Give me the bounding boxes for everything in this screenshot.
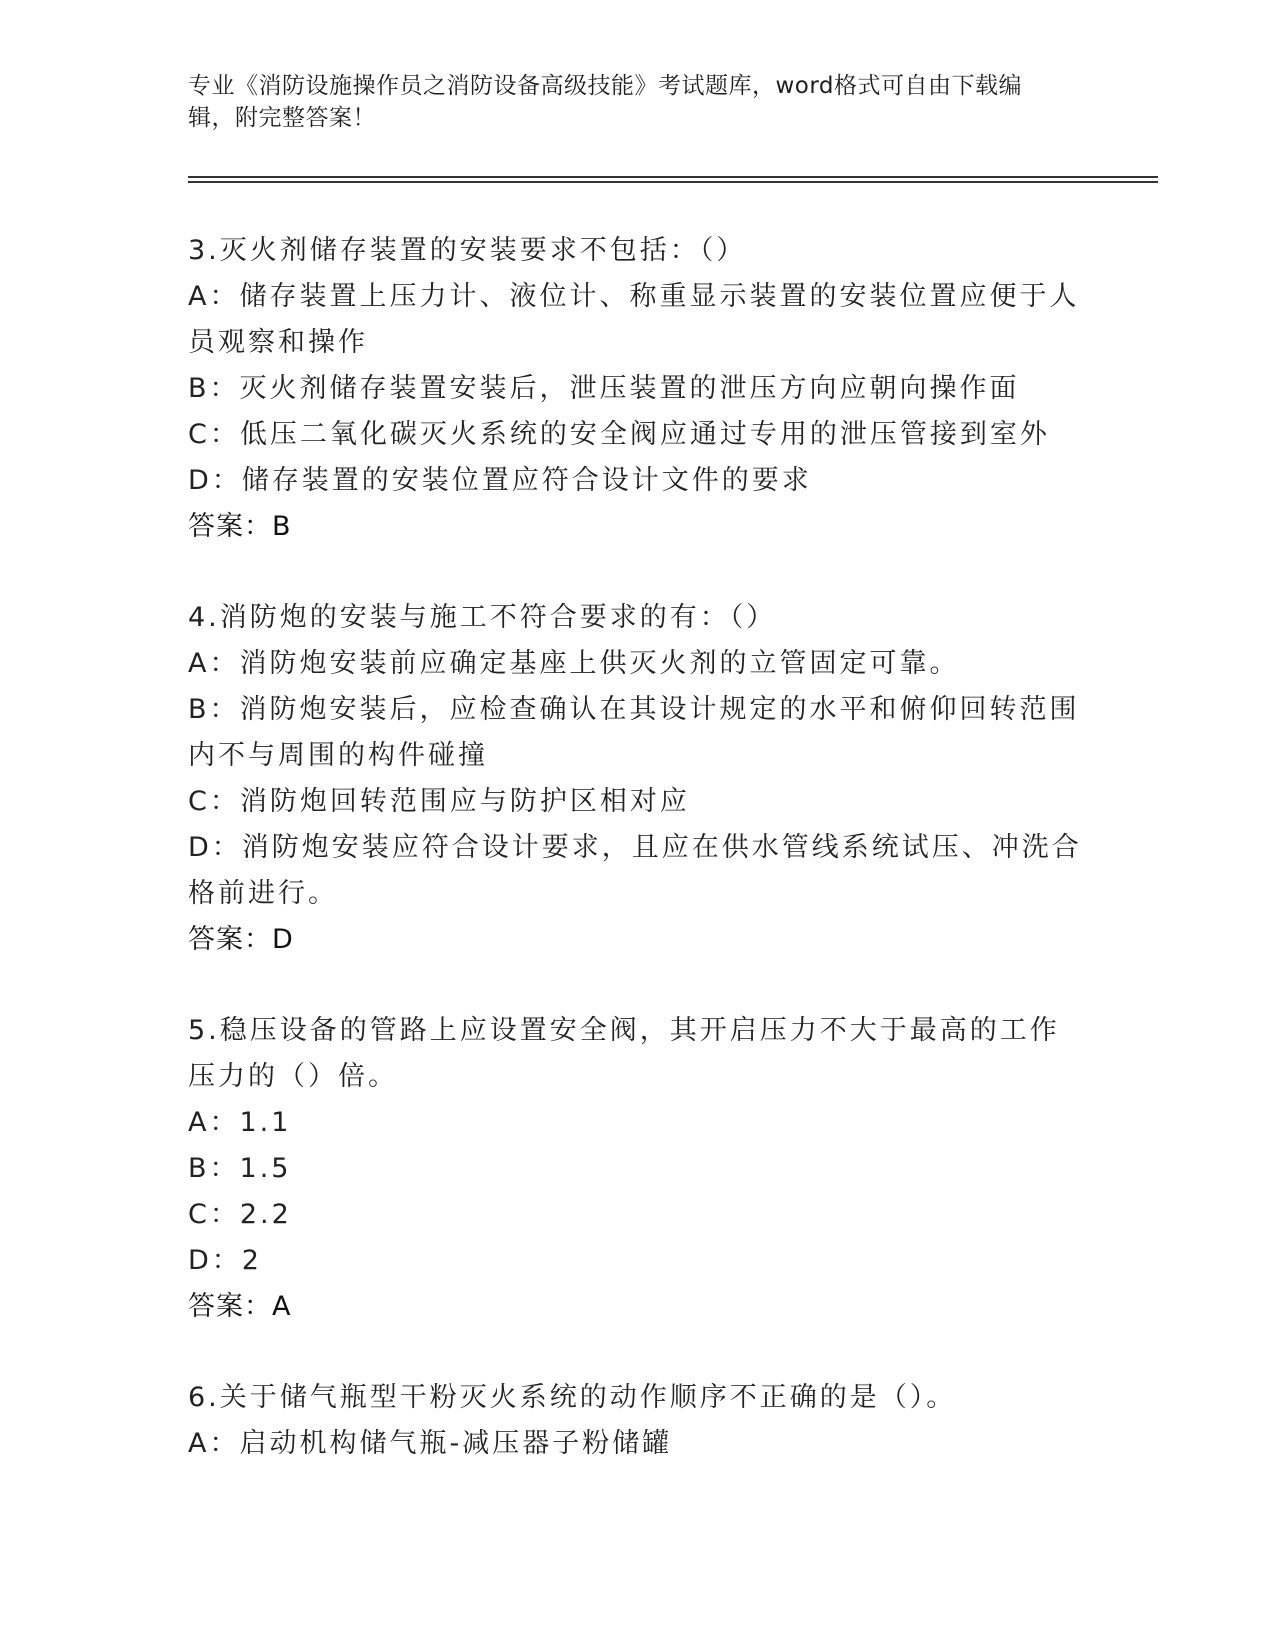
answer-label: 答案：D [188, 924, 294, 955]
question-stem: 5.稳压设备的管路上应设置安全阀，其开启压力不大于最高的工作压力的（）倍。 [188, 1015, 1060, 1092]
option-c: C：2.2 [188, 1199, 292, 1230]
answer-label: 答案：B [188, 511, 292, 542]
question-3 [188, 228, 1088, 550]
option-d: D：2 [188, 1245, 262, 1276]
question-5 [188, 1008, 1088, 1330]
option-a: A：储存装置上压力计、液位计、称重显示装置的安装位置应便于人员观察和操作 [188, 281, 1080, 358]
question-stem: 4.消防炮的安装与施工不符合要求的有：（） [188, 602, 777, 633]
question-list [188, 228, 1088, 1512]
option-a: A：启动机构储气瓶-减压器子粉储罐 [188, 1428, 673, 1459]
question-4 [188, 595, 1088, 963]
document-header: 专业《消防设施操作员之消防设备高级技能》考试题库，word格式可自由下载编辑，附完整答案！ [188, 73, 1023, 131]
question-6 [188, 1375, 1088, 1467]
option-b: B：消防炮安装后，应检查确认在其设计规定的水平和俯仰回转范围内不与周围的构件碰撞 [188, 694, 1080, 771]
option-c: C：低压二氧化碳灭火系统的安全阀应通过专用的泄压管接到室外 [188, 419, 1050, 450]
option-a: A：1.1 [188, 1107, 292, 1138]
header-divider-bottom [188, 181, 1158, 183]
option-c: C：消防炮回转范围应与防护区相对应 [188, 786, 690, 817]
question-stem: 3.灭火剂储存装置的安装要求不包括：（） [188, 235, 747, 266]
option-a: A：消防炮安装前应确定基座上供灭火剂的立管固定可靠。 [188, 648, 960, 679]
option-b: B：1.5 [188, 1153, 292, 1184]
option-d: D：储存装置的安装位置应符合设计文件的要求 [188, 465, 812, 496]
option-d: D：消防炮安装应符合设计要求，且应在供水管线系统试压、冲洗合格前进行。 [188, 832, 1082, 909]
header-divider-top [188, 176, 1158, 178]
option-b: B：灭火剂储存装置安装后，泄压装置的泄压方向应朝向操作面 [188, 373, 1020, 404]
answer-label: 答案：A [188, 1291, 292, 1322]
question-stem: 6.关于储气瓶型干粉灭火系统的动作顺序不正确的是（）。 [188, 1382, 957, 1413]
